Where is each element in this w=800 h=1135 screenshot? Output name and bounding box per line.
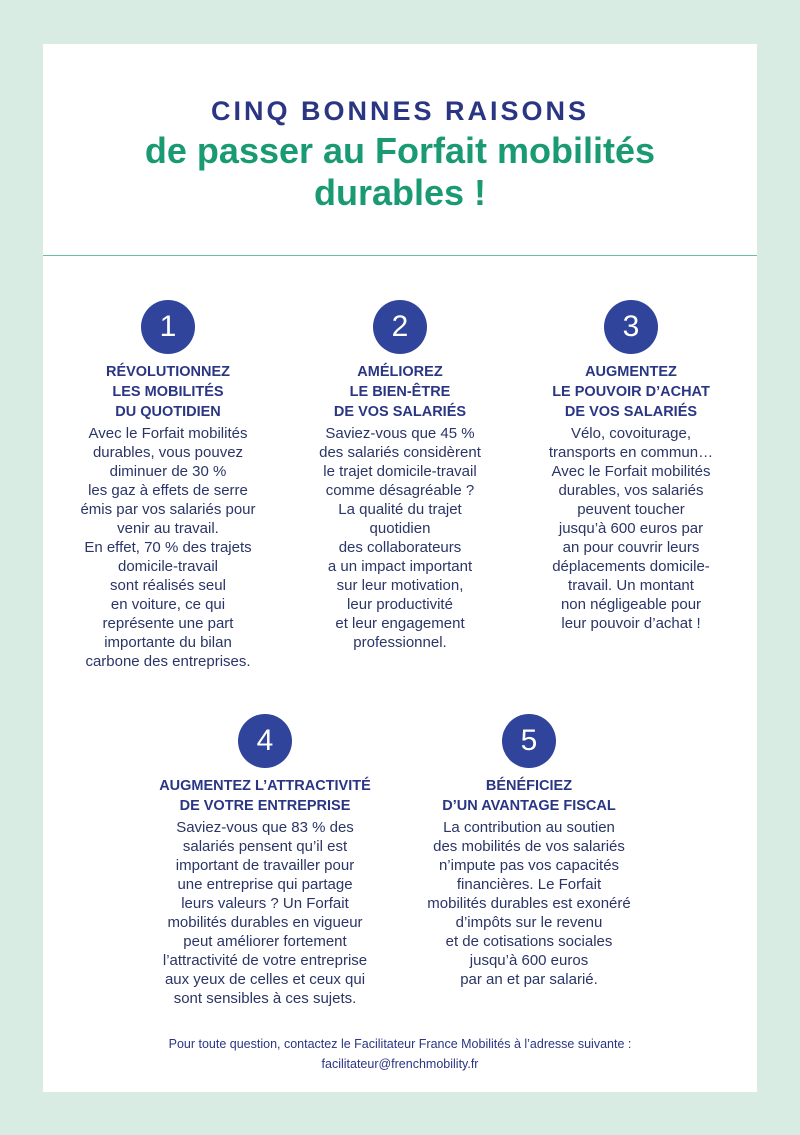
reason-3: [521, 300, 741, 633]
flyer-header: [43, 44, 757, 255]
reason-heading: AMÉLIOREZ LE BIEN-ÊTRE DE VOS SALARIÉS: [333, 364, 467, 420]
reason-heading: AUGMENTEZ LE POUVOIR D’ACHAT DE VOS SALARIÉS: [552, 364, 710, 420]
page-title: de passer au Forfait mobilités durables !: [144, 130, 656, 213]
reason-text: Saviez-vous que 83 % des salariés pensent qu’il est important de travailler pour une entreprise qui partage leurs valeurs ? Un Forfait mobilités durables en vigueur peut améliorer fortement l’attractivité de votre entreprise aux yeux de celles et ceux qui sont sensibles à ces sujets.: [162, 819, 368, 1007]
number-badge: 1: [141, 300, 195, 354]
reason-text: Avec le Forfait mobilités durables, vous pouvez diminuer de 30 % les gaz à effets de serre émis par vos salariés pour venir au travail. En effet, 70 % des trajets domicile-travail sont réalisés seul en voiture, ce qui représente une part importante du bilan carbone des entreprises.: [80, 425, 256, 670]
number-badge: 2: [373, 300, 427, 354]
reason-5: [409, 714, 649, 989]
flyer-card: [43, 44, 757, 1092]
kicker-heading: CINQ BONNES RAISONS: [210, 96, 590, 126]
reason-text: La contribution au soutien des mobilités de vos salariés n’impute pas vos capacités financières. Le Forfait mobilités durables est exonéré d’impôts sur le revenu et de cotisations sociales jusqu’à 600 euros par an et par salarié.: [427, 819, 631, 988]
reason-heading: BÉNÉFICIEZ D’UN AVANTAGE FISCAL: [442, 778, 616, 814]
number-badge: 4: [238, 714, 292, 768]
reason-2: [295, 300, 505, 652]
reason-4: [145, 714, 385, 1008]
contact-footer: [43, 1034, 757, 1074]
contact-email-link[interactable]: facilitateur@frenchmobility.fr: [321, 1057, 479, 1071]
reason-heading: RÉVOLUTIONNEZ LES MOBILITÉS DU QUOTIDIEN: [105, 364, 231, 420]
reason-heading: AUGMENTEZ L’ATTRACTIVITÉ DE VOTRE ENTREPRISE: [159, 778, 371, 814]
header-divider: [43, 255, 757, 256]
number-badge: 3: [604, 300, 658, 354]
number-badge: 5: [502, 714, 556, 768]
reason-text: Saviez-vous que 45 % des salariés considèrent le trajet domicile-travail comme désagréable ? La qualité du trajet quotidien des collaborateurs a un impact important sur leur motivation, leur productivité et leur engagement professionnel.: [319, 425, 481, 651]
contact-text: Pour toute question, contactez le Facilitateur France Mobilités à l’adresse suivante :: [168, 1037, 632, 1051]
reason-text: Vélo, covoiturage, transports en commun… Avec le Forfait mobilités durables, vos salariés peuvent toucher jusqu’à 600 euros par an pour couvrir leurs déplacements domicile- travail. Un montant non négligeable pour leur pouvoir d’achat !: [548, 425, 714, 632]
reason-1: [63, 300, 273, 671]
